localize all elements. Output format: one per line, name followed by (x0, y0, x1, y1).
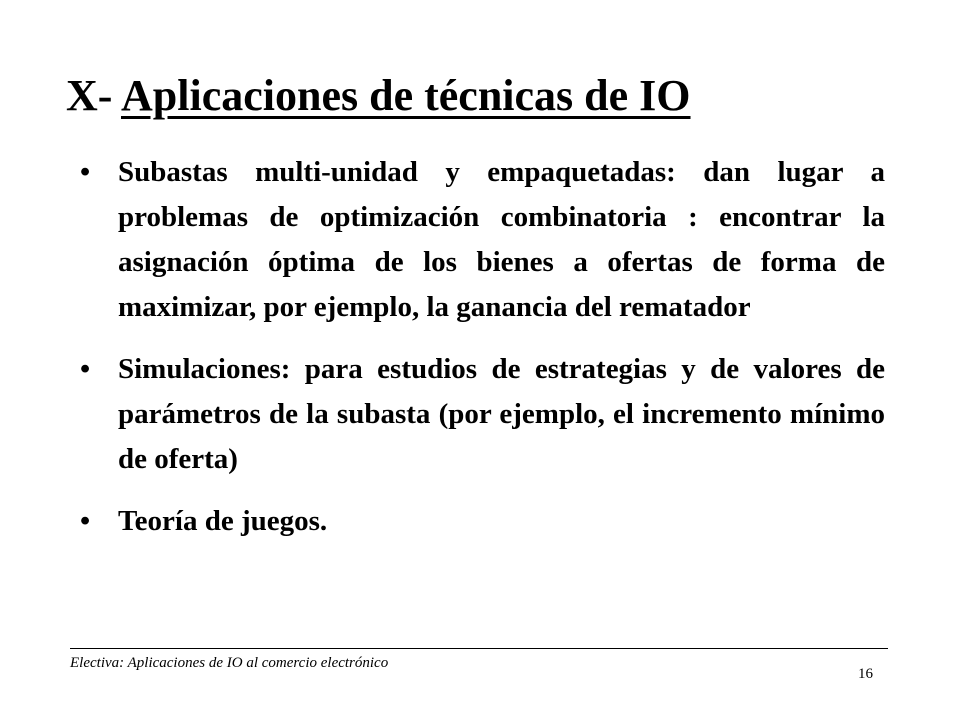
bullet-dot-icon: • (80, 156, 91, 188)
bullet-dot-icon: • (80, 353, 91, 385)
title-prefix: X- (66, 71, 121, 120)
bullet-dot-icon: • (80, 505, 91, 537)
footer-divider (70, 648, 888, 649)
bullet-text: Simulaciones: para estudios de estrategias y de valores de parámetros de la subasta (por ejemplo, el incremento mínimo de oferta) (118, 353, 885, 475)
bullet-item-subastas (80, 150, 885, 330)
title-main: Aplicaciones de técnicas de IO (121, 71, 691, 120)
slide-title (66, 66, 691, 126)
bullet-text: Subastas multi-unidad y empaquetadas: dan lugar a problemas de optimización combinatoria : encontrar la asignación óptima de los bienes a ofertas de forma de maximizar, por ejemplo, la ganancia del rematador (118, 156, 885, 323)
page-number: 16 (858, 666, 873, 682)
bullet-text: Teoría de juegos. (118, 505, 328, 537)
bullet-item-teoria (80, 499, 885, 544)
bullet-item-simulaciones (80, 347, 885, 482)
footer-caption: Electiva: Aplicaciones de IO al comercio electrónico (70, 655, 389, 671)
bullet-list (80, 150, 885, 561)
